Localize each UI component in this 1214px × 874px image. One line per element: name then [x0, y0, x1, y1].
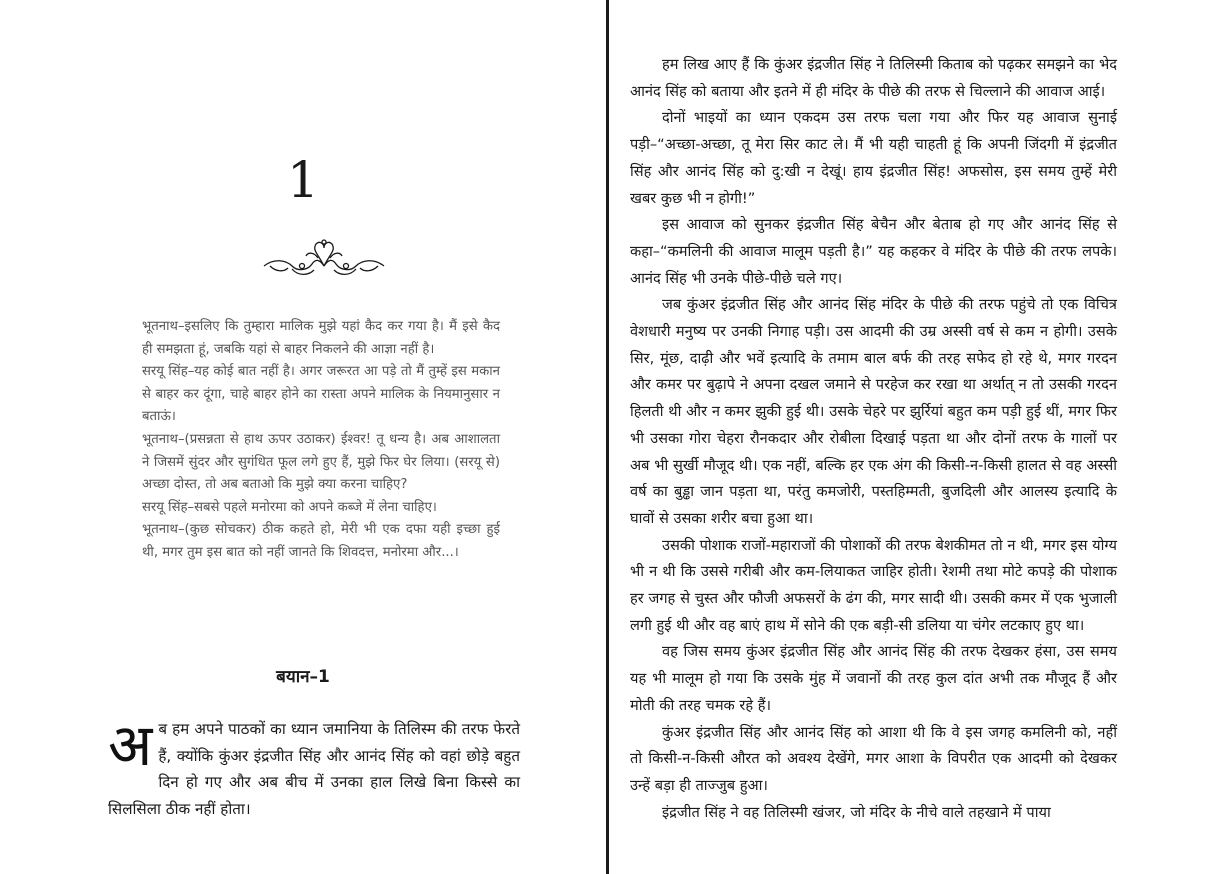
left-page: [0, 0, 606, 874]
paragraph: जब कुंअर इंद्रजीत सिंह और आनंद सिंह मंदिर के पीछे की तरफ पहुंचे तो एक विचित्र वेशधारी मनुष्य पर उनकी निगाह पड़ी। उस आदमी की उम्र अस्सी वर्ष से कम न होगी। उसके सिर, मूंछ, दाढ़ी और भवें इत्यादि के तमाम बाल बर्फ की तरह सफेद हो रहे थे, मगर गरदन और कमर पर बुढ़ापे ने अपना दखल जमाने से परहेज कर रखा था अर्थात् न तो उसकी गरदन हिलती थी और न कमर झुकी हुई थी। उसके चेहरे पर झुर्रियां बहुत कम पड़ी हुई थीं, मगर फिर भी उसका गोरा चेहरा रौनकदार और रोबीला दिखाई पड़ता था और दोनों तरफ के गालों पर अब भी सुर्खी मौजूद थी। एक नहीं, बल्कि हर एक अंग की किसी-न-किसी हालत से वह अस्सी वर्ष का बुड्ढा जान पड़ता था, परंतु कमजोरी, पस्तहिम्मती, बुजदिली और आलस्य इत्यादि के घावों से उसका शरीर बचा हुआ था।: [630, 296, 1117, 527]
paragraph: इस आवाज को सुनकर इंद्रजीत सिंह बेचैन और बेताब हो गए और आनंद सिंह से कहा–“कमलिनी की आवाज मालूम पड़ती है।” यह कहकर वे मंदिर के पीछे की तरफ लपके। आनंद सिंह भी उनके पीछे-पीछे चले गए।: [630, 216, 1117, 287]
paragraph: हम लिख आए हैं कि कुंअर इंद्रजीत सिंह ने तिलिस्मी किताब को पढ़कर समझने का भेद आनंद सिंह को बताया और इतने में ही मंदिर के पीछे की तरफ से चिल्लाने की आवाज आई।: [630, 56, 1117, 100]
epigraph-line: भूतनाथ–इसलिए कि तुम्हारा मालिक मुझे यहां कैद कर गया है। मैं इसे कैद ही समझता हूं, जबकि यहां से बाहर निकलने की आज्ञा नहीं है।: [142, 319, 500, 357]
paragraph: उसकी पोशाक राजों-महाराजों की पोशाकों की तरफ बेशकीमत तो न थी, मगर इस योग्य भी न थी कि उससे गरीबी और कम-लियाकत जाहिर होती। रेशमी तथा मोटे कपड़े की पोशाक हर जगह से चुस्त और फौजी अफसरों के ढंग की, मगर सादी थी। उसकी कमर में एक भुजाली लगी हुई थी और वह बाएं हाथ में सोने की एक बड़ी-सी डलिया या चंगेर लटकाए हुए था।: [630, 536, 1117, 634]
paragraph: दोनों भाइयों का ध्यान एकदम उस तरफ चला गया और फिर यह आवाज सुनाई पड़ी–“अच्छा-अच्छा, तू मेरा सिर काट ले। मैं भी यही चाहती हूं कि अपनी जिंदगी में इंद्रजीत सिंह और आनंद सिंह को दु:खी न देखूं। हाय इंद्रजीत सिंह! अफसोस, इस समय तुम्हें मेरी खबर कुछ भी न होगी!”: [630, 109, 1117, 207]
paragraph: वह जिस समय कुंअर इंद्रजीत सिंह और आनंद सिंह की तरफ देखकर हंसा, उस समय यह भी मालूम हो गया कि उसके मुंह में जवानों की तरह कुल दांत अभी तक मौजूद हैं और मोती की तरह चमक रहे हैं।: [630, 643, 1117, 714]
right-page: [609, 0, 1214, 874]
paragraph: इंद्रजीत सिंह ने वह तिलिस्मी खंजर, जो मंदिर के नीचे वाले तहखाने में पाया: [662, 803, 1051, 821]
drop-cap: अ: [108, 711, 153, 779]
epigraph: [142, 316, 500, 565]
epigraph-line: भूतनाथ–(कुछ सोचकर) ठीक कहते हो, मेरी भी एक दफा यही इच्छा हुई थी, मगर तुम इस बात को नहीं जानते कि शिवदत्त, मनोरमा और...।: [142, 522, 500, 560]
epigraph-line: सरयू सिंह–सबसे पहले मनोरमा को अपने कब्जे में लेना चाहिए।: [142, 499, 437, 515]
flourish-ornament-icon: [262, 236, 386, 278]
epigraph-line: भूतनाथ–(प्रसन्नता से हाथ ऊपर उठाकर) ईश्वर! तू धन्य है। अब आशालता ने जिसमें सुंदर और सुगंधित फूल लगे हुए हैं, मुझे फिर घेर लिया। (सरयू से) अच्छा दोस्त, तो अब बताओ कि मुझे क्या करना चाहिए?: [142, 431, 500, 493]
opening-paragraph: [108, 711, 520, 822]
paragraph: कुंअर इंद्रजीत सिंह और आनंद सिंह को आशा थी कि वे इस जगह कमलिनी को, नहीं तो किसी-न-किसी औरत को अवश्य देखेंगे, मगर आशा के विपरीत एक आदमी को देखकर उन्हें बड़ा ही ताज्जुब हुआ।: [630, 723, 1117, 794]
chapter-number: 1: [287, 151, 319, 209]
opening-text: ब हम अपने पाठकों का ध्यान जमानिया के तिलिस्म की तरफ फेरते हैं, क्योंकि कुंअर इंद्रजीत सिंह और आनंद सिंह को वहां छोड़े बहुत दिन हो गए और अब बीच में उनका हाल लिखे बिना किस्से का सिलसिला ठीक नहीं होता।: [108, 720, 520, 818]
section-title: बयान–1: [276, 667, 330, 687]
epigraph-line: सरयू सिंह–यह कोई बात नहीं है। अगर जरूरत आ पड़े तो मैं तुम्हें इस मकान से बाहर कर दूंगा, चाहे बाहर होने का रास्ता अपने मालिक के नियमानुसार न बताऊं।: [142, 364, 500, 425]
body-text: [630, 52, 1117, 826]
